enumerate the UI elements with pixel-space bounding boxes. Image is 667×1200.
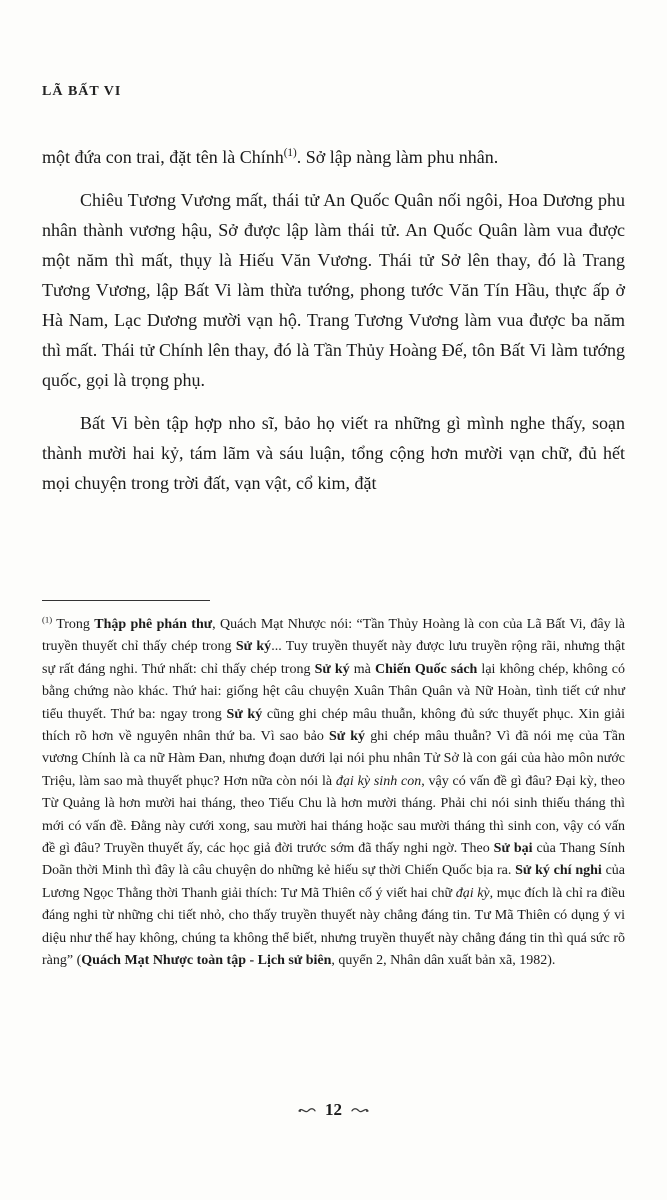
page-number: 12 xyxy=(325,1100,342,1119)
footnote: $^{(1)}$ Trong Thập phê phán thư, Quách Mạt Nhược nói: “Tần Thủy Hoàng là con của Lã Bất Vi, đây là truyền thuyết chỉ thấy chép trong Sử ký... Tuy truyền thuyết này được lưu truyền rộng rãi, nhưng thật sự rất đáng nghi. Thứ nhất: chỉ thấy chép trong Sử ký mà Chiến Quốc sách lại không chép, không có bằng chứng nào khác. Thứ hai: giống hệt câu chuyện Xuân Thân Quân và Nữ Hoàn, tình tiết cứ như tiểu thuyết. Thứ ba: ngay trong Sử ký cũng ghi chép mâu thuẫn, không đủ sức thuyết phục. Xin giải thích rõ hơn về nguyên nhân thứ ba. Vì sao bảo Sử ký ghi chép mâu thuẫn? Vì đã nói mẹ của Tần vương Chính là ca nữ Hàm Đan, nhưng đoạn dưới lại nói phu nhân Tử Sở là con gái của hào môn nước Triệu, làm sao mà thuyết phục? Hơn nữa còn nói là đại kỳ sinh con, vậy có vấn đề gì đâu? Đại kỳ, theo Từ Quảng là hơn mười hai tháng, theo Tiếu Chu là hơn mười tháng. Phải chi nói sinh thiếu tháng thì mới có vấn đề. Đằng này cưới xong, sau mười hai tháng hoặc sau mười tháng thì sinh con, vậy có vấn đề gì đâu? Truyền thuyết ấy, các học giả đời trước sớm đã thấy nghi ngờ. Theo Sử bại của Thang Sính Doãn thời Minh thì đây là câu chuyện do những kẻ hiếu sự thời Chiến Quốc bịa ra. Sử ký chí nghi của Lương Ngọc Thằng thời Thanh giải thích: Tư Mã Thiên cố ý viết hai chữ đại kỳ, mục đích là chỉ ra điều đáng nghi từ những chi tiết nhỏ, cho thấy truyền thuyết này chẳng đáng tin. Tư Mã Thiên có dụng ý vi diệu như thế hay không, chúng ta không thể biết, nhưng truyền thuyết này chẳng đáng tin thì quá sức rõ ràng” (Quách Mạt Nhược toàn tập - Lịch sử biên, quyển 2, Nhân dân xuất bản xã, 1982). xyxy=(42,614,626,969)
body-text xyxy=(42,142,625,511)
footnote-separator xyxy=(42,600,210,601)
paragraph: Bất Vi bèn tập hợp nho sĩ, bảo họ viết ra những gì mình nghe thấy, soạn thành mười hai kỷ, tám lãm và sáu luận, tổng cộng hơn mười vạn chữ, đủ hết mọi chuyện trong trời đất, vạn vật, cổ kim, đặt xyxy=(42,413,625,493)
ornament-left-icon xyxy=(298,1106,316,1115)
ornament-right-icon xyxy=(351,1106,369,1115)
page-footer xyxy=(0,1100,667,1120)
paragraph: một đứa con trai, đặt tên là Chính$^{(1)}$. Sở lập nàng làm phu nhân. xyxy=(42,147,499,167)
running-header: LÃ BẤT VI xyxy=(42,84,122,99)
paragraph: Chiêu Tương Vương mất, thái tử An Quốc Quân nối ngôi, Hoa Dương phu nhân thành vương hậu, Sở được lập làm thái tử. An Quốc Quân làm vua được một năm thì mất, thụy là Hiếu Văn Vương. Thái tử Sở lên thay, đó là Trang Tương Vương, lập Bất Vi làm thừa tướng, phong tước Văn Tín Hầu, thực ấp ở Hà Nam, Lạc Dương mười vạn hộ. Trang Tương Vương làm vua được ba năm thì mất. Thái tử Chính lên thay, đó là Tần Thủy Hoàng Đế, tôn Bất Vi làm tướng quốc, gọi là trọng phụ. xyxy=(42,190,625,390)
